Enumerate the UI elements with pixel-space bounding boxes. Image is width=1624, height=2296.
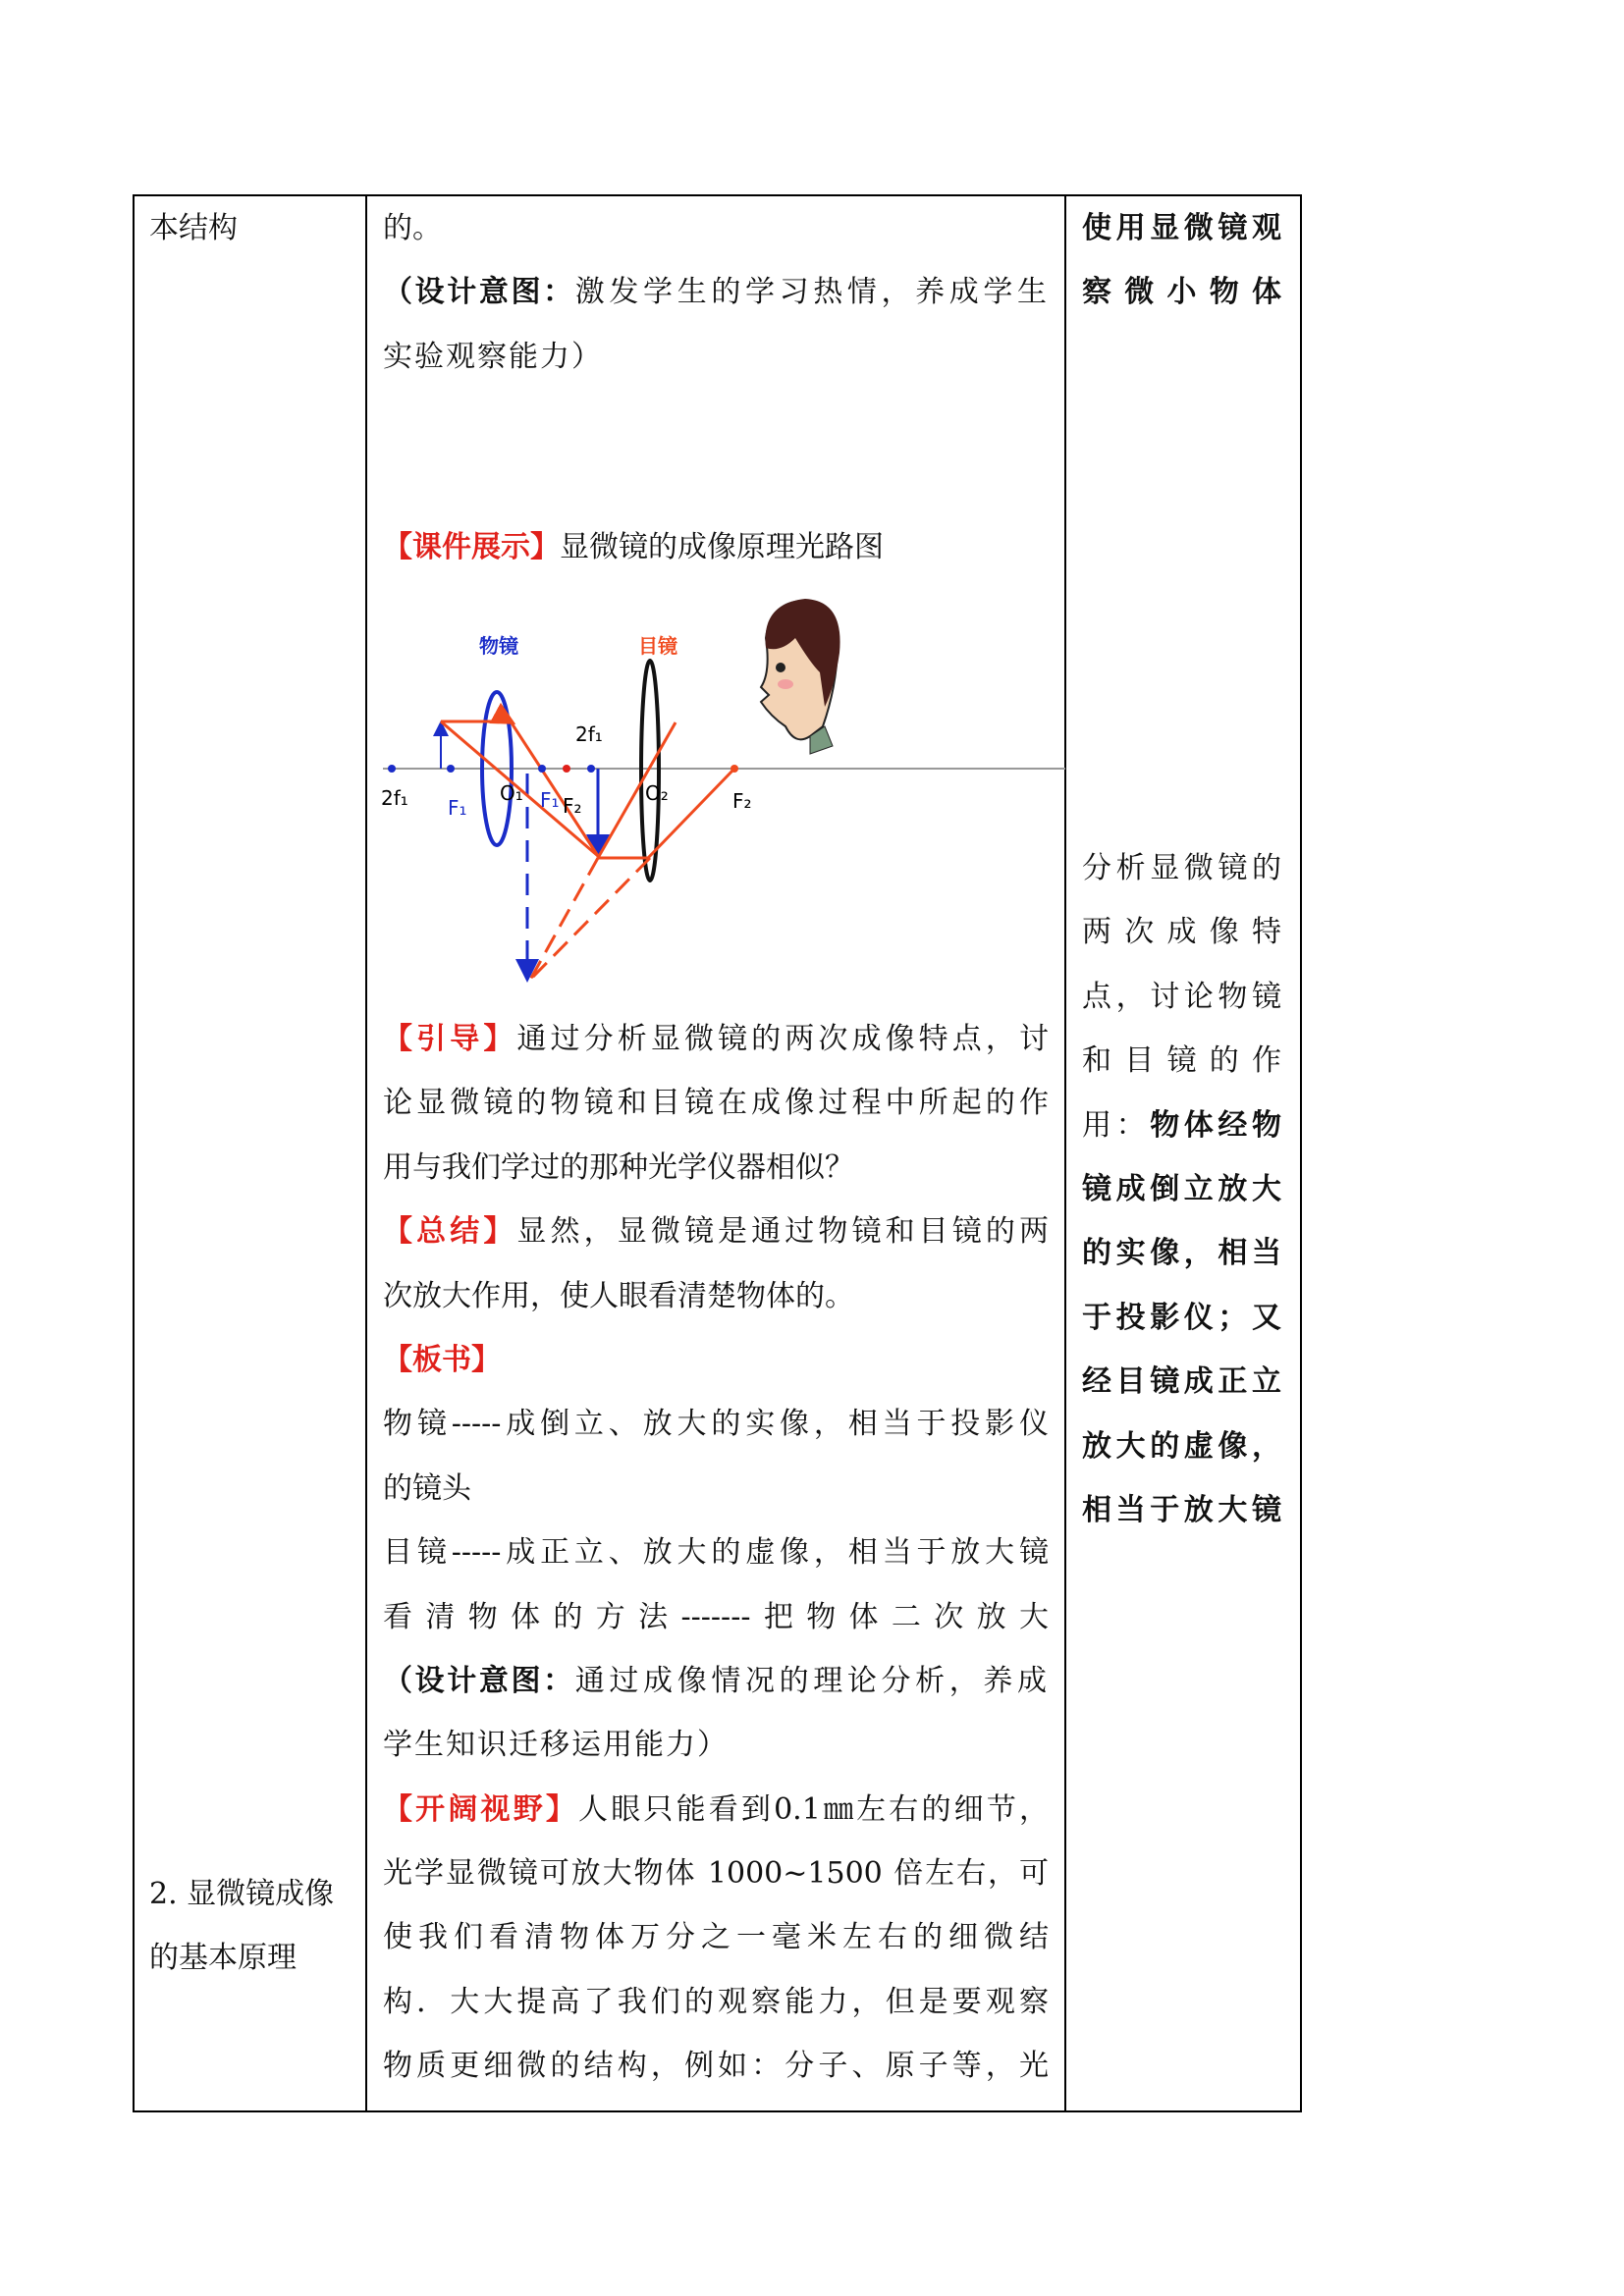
text-run: 物镜-----成倒立、放大的实像，相当于投影仪 bbox=[383, 1407, 1049, 1442]
label-f1-prime: F₁ bbox=[540, 788, 560, 812]
boy-head-illustration bbox=[761, 599, 840, 754]
text-run: 镜成倒立放大 bbox=[1082, 1171, 1284, 1206]
text-run: 物质更细微的结构，例如：分子、原子等，光 bbox=[383, 2049, 1049, 2084]
col3-goal bbox=[1082, 196, 1284, 325]
section-tag: 【开阔视野】 bbox=[383, 1791, 579, 1827]
label-2f1-left: 2f₁ bbox=[381, 786, 408, 810]
text-run: （设计意图： bbox=[383, 1663, 575, 1698]
figure-caption bbox=[383, 515, 1049, 579]
text-line bbox=[383, 1905, 1049, 1969]
text-run: 放大的虚像， bbox=[1082, 1428, 1284, 1464]
col1-bottom bbox=[149, 1862, 334, 1991]
text-line bbox=[1082, 900, 1284, 964]
text-run: （设计意图： bbox=[383, 275, 575, 310]
text-line bbox=[383, 1007, 1049, 1071]
light-rays bbox=[441, 721, 734, 980]
text-line bbox=[1082, 260, 1284, 324]
text-line bbox=[383, 1200, 1049, 1263]
text-run: 察微小物体 bbox=[1082, 275, 1284, 310]
text-run: 光学显微镜可放大物体 1000~1500 倍左右，可 bbox=[383, 1856, 1049, 1892]
text-line bbox=[383, 1521, 1049, 1584]
microscope-ray-diagram bbox=[363, 579, 1070, 1001]
column-divider bbox=[1064, 194, 1066, 2112]
text-run: 显微镜的成像原理光路图 bbox=[560, 530, 884, 564]
text-run: 的镜头 bbox=[383, 1470, 471, 1506]
text-line bbox=[1082, 1286, 1284, 1350]
text-run: 学生知识迁移运用能力） bbox=[383, 1728, 729, 1763]
text-run: 实验观察能力） bbox=[383, 339, 603, 374]
text-line bbox=[1082, 196, 1284, 260]
text-run: 目镜-----成正立、放大的虚像，相当于放大镜 bbox=[383, 1535, 1049, 1571]
text-line bbox=[1082, 1415, 1284, 1478]
text-run: 通过分析显微镜的两次成像特点，讨 bbox=[516, 1022, 1050, 1056]
text-run: 通过成像情况的理论分析，养成 bbox=[574, 1663, 1050, 1698]
text-run: 分析显微镜的 bbox=[1082, 851, 1284, 885]
label-2f1-right: 2f₁ bbox=[575, 722, 603, 746]
text-run: 物体经物 bbox=[1150, 1107, 1285, 1143]
section-label: 本结构 bbox=[149, 211, 238, 245]
text-run: 的。 bbox=[383, 211, 442, 245]
col3-analysis bbox=[1082, 836, 1284, 1542]
text-line bbox=[383, 325, 1049, 389]
section-title: 2. 显微镜成像 bbox=[149, 1877, 335, 1911]
text-line bbox=[1082, 1094, 1284, 1157]
label-f2: F₂ bbox=[732, 789, 752, 813]
text-line bbox=[1082, 1478, 1284, 1542]
text-run: 激发学生的学习热情，养成学生 bbox=[574, 275, 1050, 310]
text-run: 使我们看清物体万分之一毫米左右的细微结 bbox=[383, 1920, 1049, 1955]
text-run: 使用显微镜观 bbox=[1082, 211, 1284, 245]
section-tag: 【总结】 bbox=[383, 1214, 517, 1250]
text-line bbox=[1082, 1350, 1284, 1414]
text-line bbox=[383, 1585, 1049, 1649]
text-run: 两次成像特 bbox=[1082, 915, 1284, 950]
text-run: 点，讨论物镜 bbox=[1082, 979, 1284, 1014]
text-line bbox=[383, 1457, 1049, 1521]
section-title: 的基本原理 bbox=[149, 1941, 297, 1976]
section-tag: 【板书】 bbox=[383, 1342, 501, 1377]
label-f2-inner: F₂ bbox=[563, 794, 582, 818]
text-run: 构．大大提高了我们的观察能力，但是要观察 bbox=[383, 1984, 1049, 2019]
column-divider bbox=[365, 194, 367, 2112]
text-run: 经目镜成正立 bbox=[1082, 1364, 1284, 1400]
text-run: 用： bbox=[1082, 1107, 1151, 1143]
text-line bbox=[383, 1328, 1049, 1392]
text-line bbox=[1082, 965, 1284, 1029]
section-tag: 【引导】 bbox=[383, 1022, 517, 1056]
text-run: 和目镜的作 bbox=[1082, 1043, 1284, 1079]
col2-body bbox=[383, 1007, 1049, 2099]
label-f1: F₁ bbox=[448, 796, 467, 820]
label-o1: O₁ bbox=[500, 781, 523, 805]
text-line bbox=[383, 260, 1049, 324]
text-line bbox=[383, 1713, 1049, 1777]
text-run: 用与我们学过的那种光学仪器相似？ bbox=[383, 1149, 854, 1185]
text-line bbox=[1082, 1157, 1284, 1221]
text-line bbox=[383, 1392, 1049, 1456]
text-run: 论显微镜的物镜和目镜在成像过程中所起的作 bbox=[383, 1086, 1049, 1121]
text-line bbox=[383, 1264, 1049, 1328]
text-run: 次放大作用，使人眼看清楚物体的。 bbox=[383, 1278, 854, 1313]
text-run: 相当于放大镜 bbox=[1082, 1492, 1284, 1527]
text-line bbox=[1082, 1029, 1284, 1093]
text-line bbox=[383, 2034, 1049, 2098]
col2-intro bbox=[383, 196, 1049, 389]
section-tag: 【课件展示】 bbox=[383, 530, 560, 564]
text-line bbox=[383, 1136, 1049, 1200]
text-line bbox=[383, 196, 1049, 260]
text-line bbox=[383, 1071, 1049, 1135]
text-line bbox=[1082, 1221, 1284, 1285]
eyepiece-label: 目镜 bbox=[638, 634, 677, 658]
col1-top bbox=[149, 196, 238, 260]
label-o2: O₂ bbox=[645, 781, 669, 805]
text-line bbox=[383, 1842, 1049, 1905]
text-run: 的实像，相当 bbox=[1082, 1236, 1284, 1271]
text-run: 于投影仪；又 bbox=[1082, 1300, 1284, 1335]
text-run: 显然，显微镜是通过物镜和目镜的两 bbox=[516, 1214, 1050, 1250]
text-line bbox=[1082, 836, 1284, 900]
text-line bbox=[383, 1649, 1049, 1713]
text-line bbox=[383, 1970, 1049, 2034]
text-run: 看清物体的方法-------把物体二次放大 bbox=[383, 1599, 1049, 1634]
text-run: 人眼只能看到0.1㎜左右的细节， bbox=[578, 1791, 1050, 1827]
text-line bbox=[383, 1778, 1049, 1842]
objective-label: 物镜 bbox=[479, 634, 518, 658]
